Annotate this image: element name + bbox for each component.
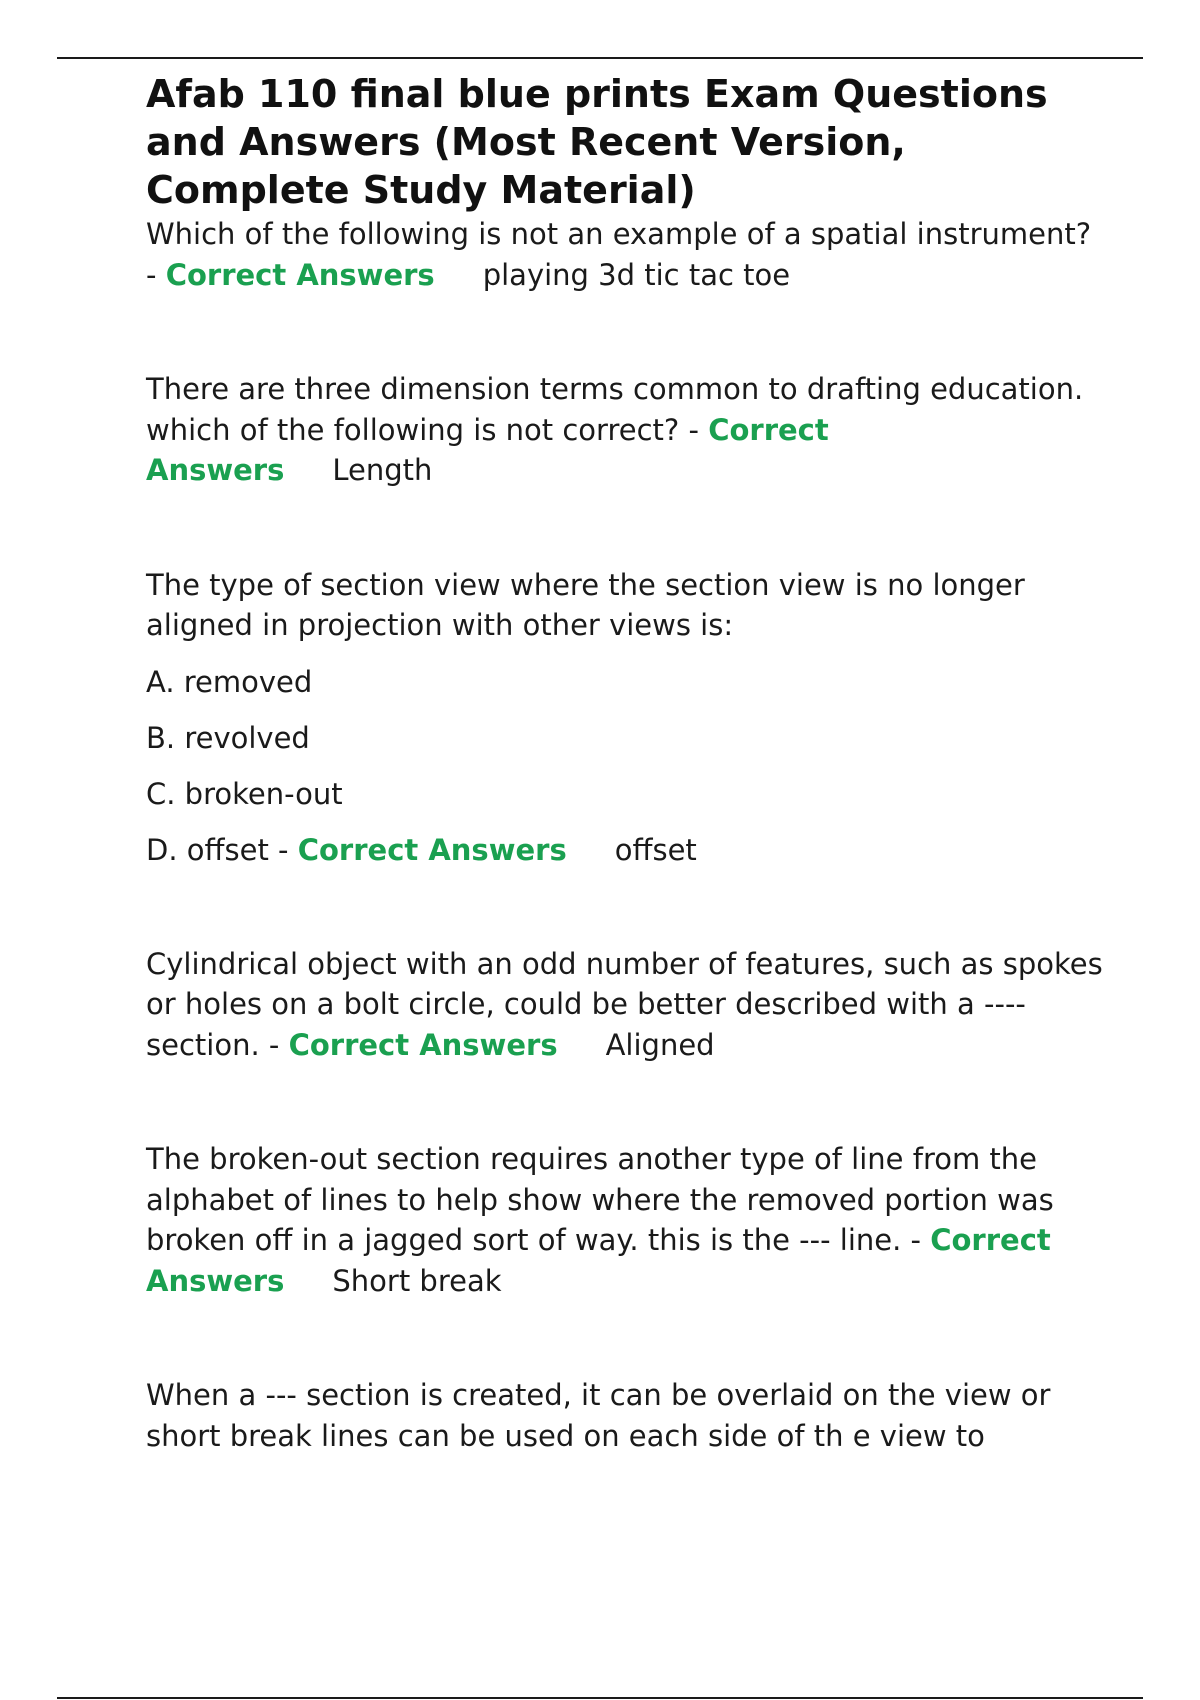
document-title: Afab 110 final blue prints Exam Questions and Answers (Most Recent Version, Complete Study Material) <box>146 72 1048 212</box>
top-rule <box>57 57 1143 59</box>
answer-text: playing 3d tic tac toe <box>482 257 791 292</box>
option-d-text: D. offset - <box>146 832 289 867</box>
question-text: Cylindrical object with an odd number of features, such as spokes or holes on a bolt circle, could be better described with a ---- section. - <box>146 946 1103 1062</box>
question-text: Which of the following is not an example of a spatial instrument? - <box>146 217 1092 292</box>
answer-text: Short break <box>332 1263 502 1298</box>
option-a: A. removed <box>146 664 313 699</box>
bottom-rule <box>57 1697 1143 1699</box>
correct-answers-label: Correct Answers <box>165 257 435 292</box>
question-text: The broken-out section requires another type of line from the alphabet of lines to help show where the removed portion was broken off in a jagged sort of way. this is the --- line. - <box>146 1142 1054 1257</box>
question-2 <box>146 369 1106 491</box>
document-body <box>146 70 1106 1456</box>
answer-text: offset <box>614 832 697 867</box>
question-6 <box>146 1375 1106 1456</box>
correct-answers-label: Correct Answers <box>288 1027 558 1062</box>
question-5 <box>146 1139 1106 1301</box>
option-b: B. revolved <box>146 720 310 755</box>
option-d <box>146 830 1106 870</box>
question-4 <box>146 944 1106 1066</box>
answer-text: Length <box>332 453 433 487</box>
option-c: C. broken-out <box>146 776 343 811</box>
correct-answers-label: Correct Answers <box>297 832 567 867</box>
correct-answers-label: Correct Answers <box>146 1223 1051 1298</box>
answer-text: Aligned <box>605 1027 715 1062</box>
question-text: There are three dimension terms common to drafting education. which of the following is not correct? - <box>146 372 1084 447</box>
question-1 <box>146 214 1106 295</box>
correct-answers-label: Correct Answers <box>146 412 829 487</box>
question-text: The type of section view where the section view is no longer aligned in projection with other views is: <box>146 567 1025 642</box>
question-3 <box>146 565 1106 646</box>
question-text: When a --- section is created, it can be overlaid on the view or short break lines can be used on each side of th e view to <box>146 1378 1051 1453</box>
